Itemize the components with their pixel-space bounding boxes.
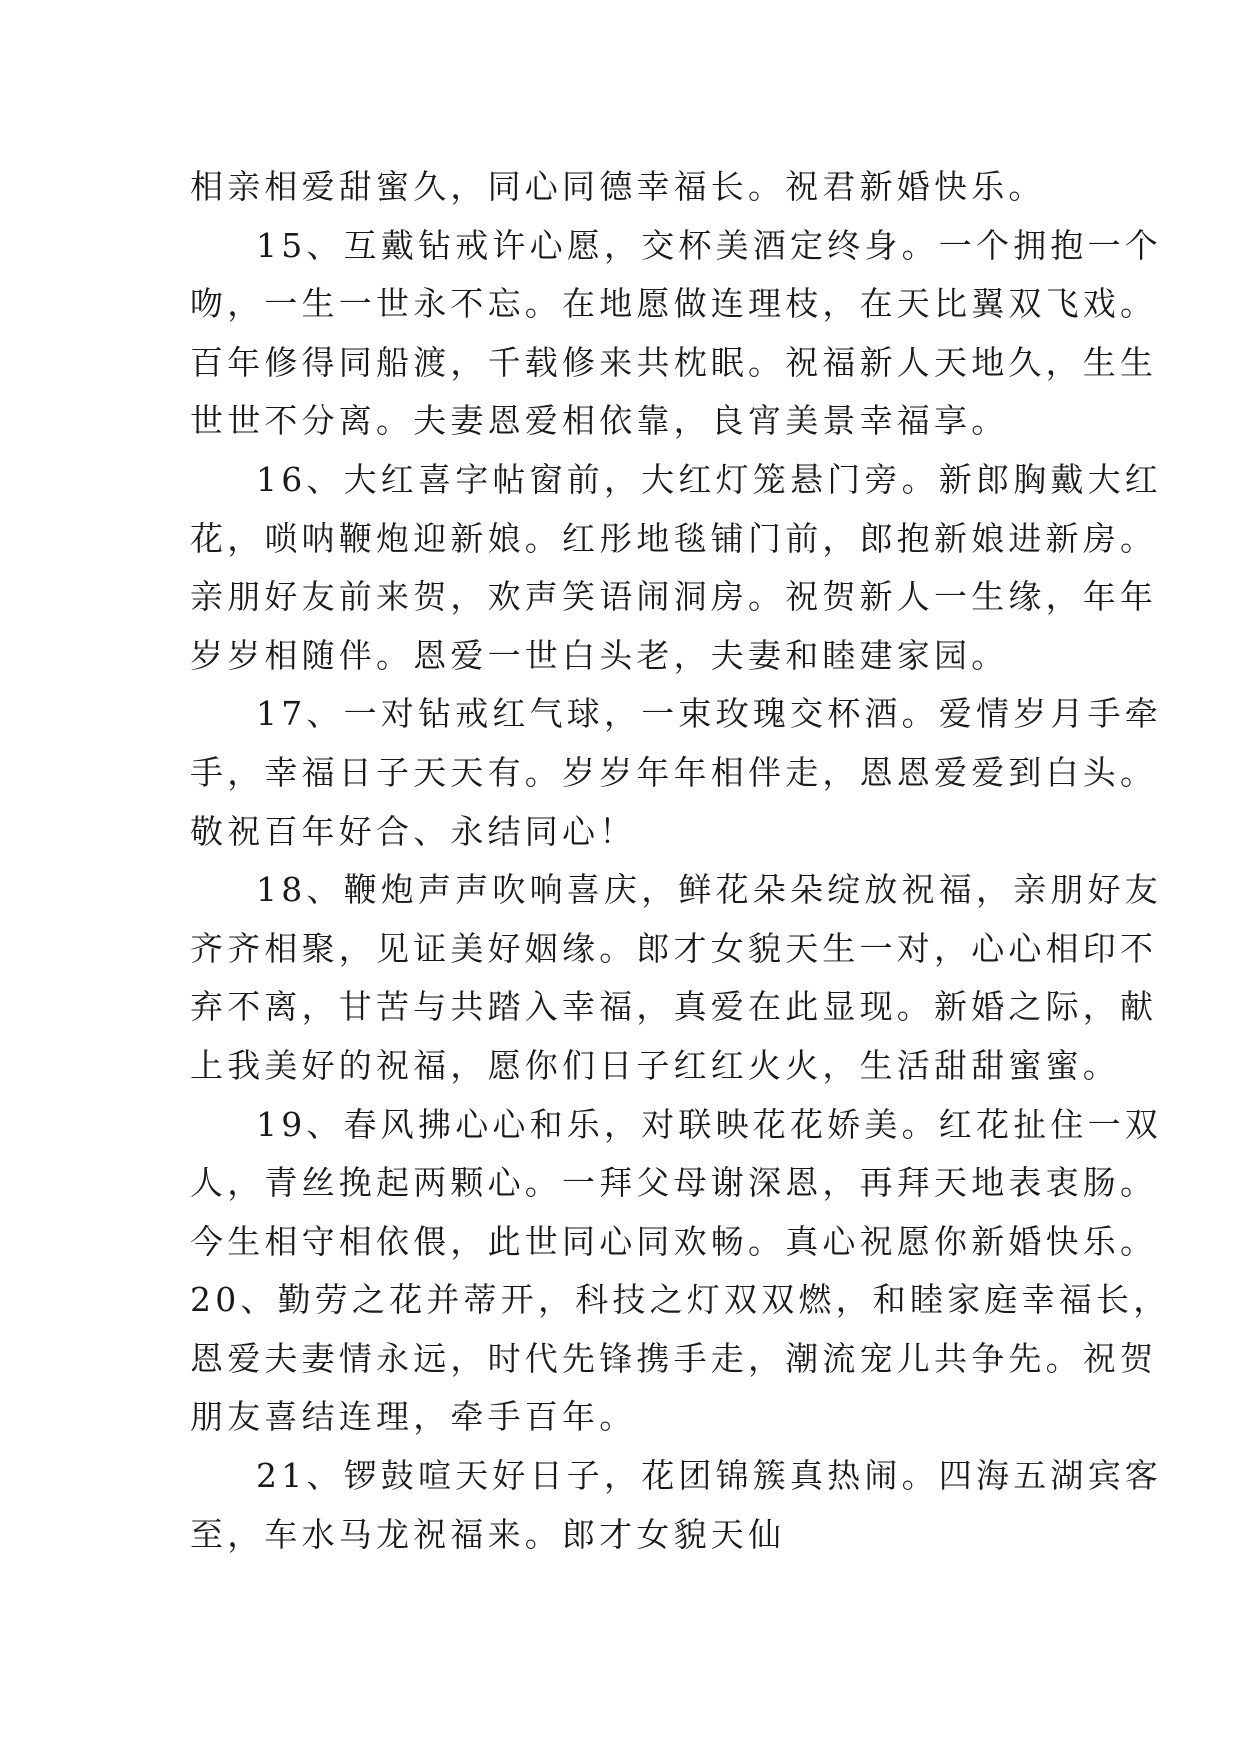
paragraph-21-start: 21、锣鼓喧天好日子，花团锦簇真热闹。四海五湖宾客 <box>256 1456 1162 1496</box>
text-line: 今生相守相依偎，此世同心同欢畅。真心祝愿你新婚快乐。 <box>190 1221 1158 1261</box>
text-line: 敬祝百年好合、永结同心！ <box>190 811 637 851</box>
paragraph-17-start: 17、一对钻戒红气球，一束玫瑰交杯酒。爱情岁月手牵 <box>256 694 1162 734</box>
text-line: 吻，一生一世永不忘。在地愿做连理枝，在天比翼双飞戏。 <box>190 284 1158 324</box>
text-line: 上我美好的祝福，愿你们日子红红火火，生活甜甜蜜蜜。 <box>190 1045 1120 1085</box>
text-line: 齐齐相聚，见证美好姻缘。郎才女貌天生一对，心心相印不 <box>190 928 1158 968</box>
text-line: 人，青丝挽起两颗心。一拜父母谢深恩，再拜天地表衷肠。 <box>190 1163 1158 1203</box>
paragraph-20-start: 20、勤劳之花并蒂开，科技之灯双双燃，和睦家庭幸福长， <box>190 1280 1171 1320</box>
paragraph-18-start: 18、鞭炮声声吹响喜庆，鲜花朵朵绽放祝福，亲朋好友 <box>256 870 1162 910</box>
text-line: 至，车水马龙祝福来。郎才女貌天仙 <box>190 1514 786 1554</box>
text-line: 岁岁相随伴。恩爱一世白头老，夫妻和睦建家园。 <box>190 635 1009 675</box>
text-line: 世世不分离。夫妻恩爱相依靠，良宵美景幸福享。 <box>190 401 1009 441</box>
text-line: 相亲相爱甜蜜久，同心同德幸福长。祝君新婚快乐。 <box>190 167 1046 206</box>
text-line: 手，幸福日子天天有。岁岁年年相伴走，恩恩爱爱到白头。 <box>190 752 1158 792</box>
paragraph-19-start: 19、春风拂心心和乐，对联映花花娇美。红花扯住一双 <box>256 1104 1162 1144</box>
text-line: 弃不离，甘苦与共踏入幸福，真爱在此显现。新婚之际，献 <box>190 987 1158 1027</box>
text-line: 百年修得同船渡，千载修来共枕眠。祝福新人天地久，生生 <box>190 342 1158 382</box>
paragraph-16-start: 16、大红喜字帖窗前，大红灯笼悬门旁。新郎胸戴大红 <box>256 459 1162 499</box>
text-line: 朋友喜结连理，牵手百年。 <box>190 1397 637 1437</box>
document-body <box>190 158 1171 1564</box>
text-line: 花，唢呐鞭炮迎新娘。红彤地毯铺门前，郎抱新娘进新房。 <box>190 518 1158 558</box>
paragraph-15-start: 15、互戴钻戒许心愿，交杯美酒定终身。一个拥抱一个 <box>256 225 1162 265</box>
text-line: 亲朋好友前来贺，欢声笑语闹洞房。祝贺新人一生缘，年年 <box>190 577 1158 617</box>
text-line: 恩爱夫妻情永远，时代先锋携手走，潮流宠儿共争先。祝贺 <box>190 1338 1158 1378</box>
